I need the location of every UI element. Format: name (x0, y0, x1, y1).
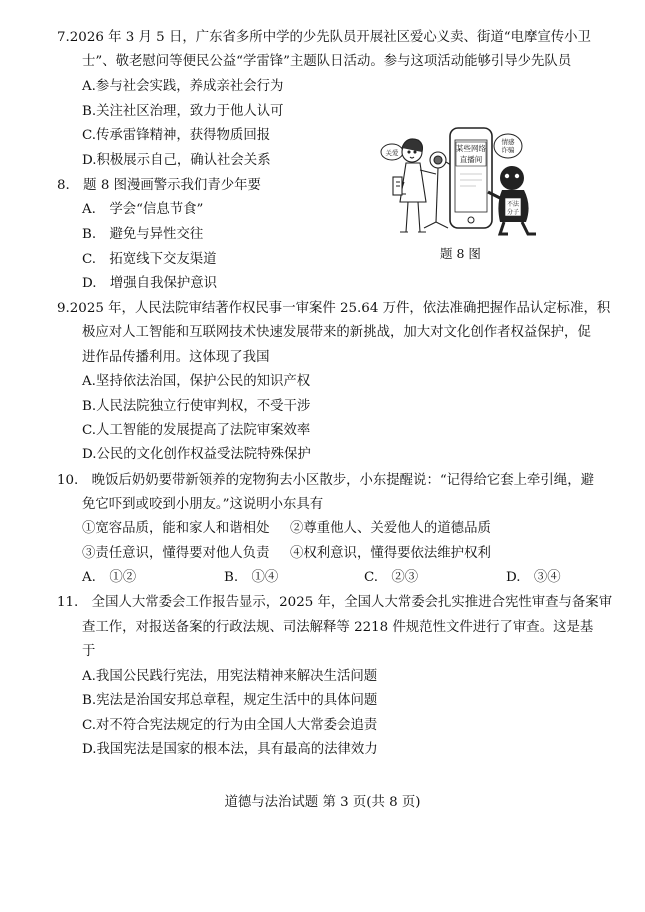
q10-stem-line2: 免它吓到或咬到小朋友。”这说明小东具有 (82, 497, 324, 512)
q7-option-b: B.关注社区治理，致力于他人认可 (82, 104, 284, 119)
balloon-right-line2: 诈骗 (501, 146, 515, 154)
balloon-right-line1: 情感 (501, 138, 515, 146)
villain-figure (488, 166, 536, 234)
q7-option-c: C.传承雷锋精神，获得物质回报 (82, 128, 271, 143)
q10-stem-line1: 10. 晚饭后奶奶要带新领养的宠物狗去小区散步，小东提醒说：“记得给它套上牵引绳，避 (57, 473, 594, 488)
q11-option-c: C.对不符合宪法规定的行为由全国人大常委会追责 (82, 718, 378, 733)
balloon-left-label: 关爱 (385, 149, 399, 157)
q10-choice-b: B. ①④ (224, 570, 279, 585)
q9-stem-line1: 9.2025 年，人民法院审结著作权民事一审案件 25.64 万件，依法准确把握作品认定标准，积 (57, 301, 611, 316)
q8-stem: 8. 题 8 图漫画警示我们青少年要 (57, 178, 261, 193)
q10-item-1: ①宽容品质，能和家人和谐相处 (82, 521, 270, 536)
q9-stem-line3: 进作品传播利用。这体现了我国 (82, 350, 270, 365)
phone-screen-line1: 某些网络 (456, 144, 486, 153)
q11-option-b: B.宪法是治国安邦总章程，规定生活中的具体问题 (82, 693, 378, 708)
q11-stem-line3: 于 (82, 644, 96, 659)
q10-items-row1 (82, 520, 582, 538)
phone-screen-line2: 直播间 (459, 155, 483, 164)
q7-option-d: D.积极展示自己，确认社会关系 (82, 153, 271, 168)
q11-stem-line2: 查工作，对报送备案的行政法规、司法解释等 2218 件规范性文件进行了审查。这是基 (82, 620, 594, 635)
q11-stem-line1: 11. 全国人大常委会工作报告显示，2025 年，全国人大常委会扎实推进合宪性审查与备案审 (57, 595, 613, 610)
q10-choice-a: A. ①② (82, 570, 137, 585)
q11-option-a: A.我国公民践行宪法，用宪法精神来解决生活问题 (82, 669, 378, 684)
villain-label-line1: 不法 (506, 201, 520, 208)
q9-option-c: C.人工智能的发展提高了法院审案效率 (82, 423, 311, 438)
q8-option-c: C. 拓宽线下交友渠道 (82, 252, 217, 267)
q10-items-row2 (82, 545, 582, 563)
q10-item-4: ④权利意识，懂得要依法维护权利 (290, 546, 491, 561)
q10-choice-d: D. ③④ (506, 570, 561, 585)
balloon-left (381, 144, 403, 160)
q8-option-a: A. 学会“信息节食” (82, 202, 204, 217)
q10-item-2: ②尊重他人、关爱他人的道德品质 (290, 521, 491, 536)
girl-figure (393, 139, 436, 232)
q10-choice-c: C. ②③ (364, 570, 419, 585)
q9-option-b: B.人民法院独立行使审判权，不受干涉 (82, 399, 311, 414)
q8-cartoon (376, 122, 546, 240)
q8-option-d: D. 增强自我保护意识 (82, 276, 218, 291)
phone-illustration (450, 128, 492, 228)
q8-option-b: B. 避免与异性交往 (82, 227, 204, 242)
balloon-right (494, 134, 522, 158)
q9-option-a: A.坚持依法治国，保护公民的知识产权 (82, 374, 311, 389)
q10-item-3: ③责任意识，懂得要对他人负责 (82, 546, 270, 561)
q11-option-d: D.我国宪法是国家的根本法，具有最高的法律效力 (82, 742, 378, 757)
q8-figure-caption: 题 8 图 (440, 246, 481, 261)
q7-stem-line2: 士”、敬老慰问等便民公益“学雷锋”主题队日活动。参与这项活动能够引导少先队员 (82, 54, 572, 69)
q7-stem-line1: 7.2026 年 3 月 5 日，广东省多所中学的少先队员开展社区爱心义卖、街道“电摩宣传小卫 (57, 30, 591, 45)
q10-choices-row (82, 569, 582, 587)
page-footer: 道德与法治试题 第 3 页(共 8 页) (224, 795, 421, 810)
q7-option-a: A.参与社会实践，养成亲社会行为 (82, 79, 284, 94)
villain-label-line2: 分子 (506, 209, 520, 216)
q9-option-d: D.公民的文化创作权益受法院特殊保护 (82, 447, 311, 462)
q9-stem-line2: 极应对人工智能和互联网技术快速发展带来的新挑战，加大对文化创作者权益保护，促 (82, 325, 591, 340)
